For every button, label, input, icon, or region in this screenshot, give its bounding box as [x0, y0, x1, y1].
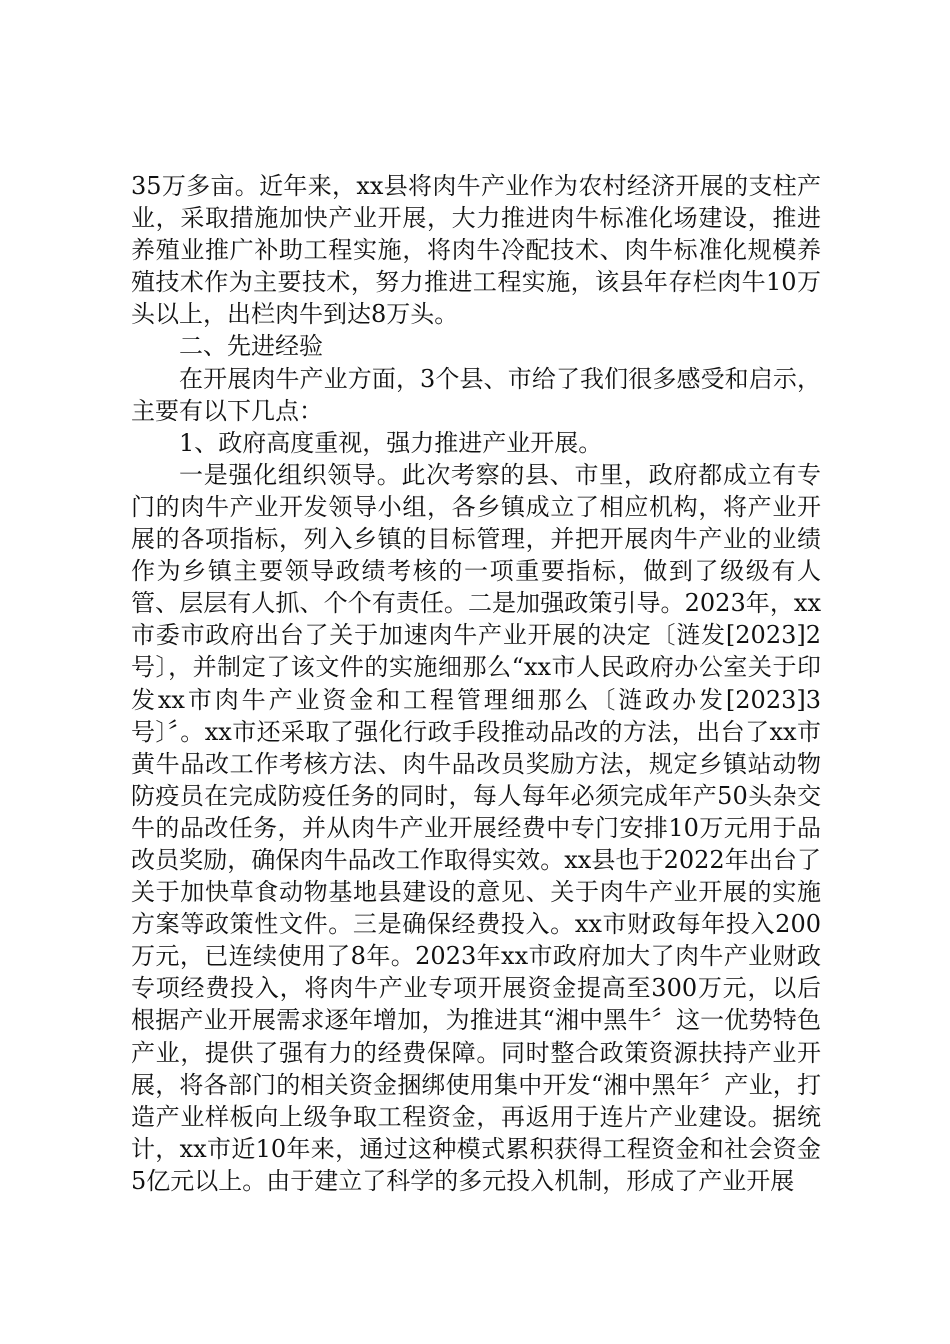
section-heading: 二、先进经验	[179, 332, 323, 361]
document-body	[131, 170, 821, 1197]
paragraph-1: 35万多亩。近年来，xx县将肉牛产业作为农村经济开展的支柱产业，采取措施加快产业开展，大力推进肉牛标准化场建设，推进养殖业推广补助工程实施，将肉牛冷配技术、肉牛标准化规模养殖技术作为主要技术，努力推进工程实施，该县年存栏肉牛10万头以上，出栏肉牛到达8万头。	[131, 172, 821, 329]
paragraph-2: 在开展肉牛产业方面，3个县、市给了我们很多感受和启示，主要有以下几点：	[131, 364, 821, 425]
subsection-heading: 1、政府高度重视，强力推进产业开展。	[179, 428, 603, 457]
paragraph-3: 一是强化组织领导。此次考察的县、市里，政府都成立有专门的肉牛产业开发领导小组，各乡镇成立了相应机构，将产业开展的各项指标，列入乡镇的目标管理，并把开展肉牛产业的业绩作为乡镇主要领导政绩考核的一项重要指标，做到了级级有人管、层层有人抓、个个有责任。二是加强政策引导。2023年，xx市委市政府出台了关于加速肉牛产业开展的决定〔涟发[2023]2号〕，并制定了该文件的实施细那么“xx市人民政府办公室关于印发xx市肉牛产业资金和工程管理细那么〔涟政办发[2023]3号〕〞。xx市还采取了强化行政手段推动品改的方法，出台了xx市黄牛品改工作考核方法、肉牛品改员奖励方法，规定乡镇站动物防疫员在完成防疫任务的同时，每人每年必须完成年产50头杂交牛的品改任务，并从肉牛产业开展经费中专门安排10万元用于品改员奖励，确保肉牛品改工作取得实效。xx县也于2022年出台了关于加快草食动物基地县建设的意见、关于肉牛产业开展的实施方案等政策性文件。三是确保经费投入。xx市财政每年投入200万元，已连续使用了8年。2023年xx市政府加大了肉牛产业财政专项经费投入，将肉牛产业专项开展资金提高至300万元，以后根据产业开展需求逐年增加，为推进其“湘中黑牛〞这一优势特色产业，提供了强有力的经费保障。同时整合政策资源扶持产业开展，将各部门的相关资金捆绑使用集中开发“湘中黑年〞产业，打造产业样板向上级争取工程资金，再返用于连片产业建设。据统计，xx市近10年来，通过这种模式累积获得工程资金和社会资金5亿元以上。由于建立了科学的多元投入机制，形成了产业开展	[131, 460, 821, 1195]
